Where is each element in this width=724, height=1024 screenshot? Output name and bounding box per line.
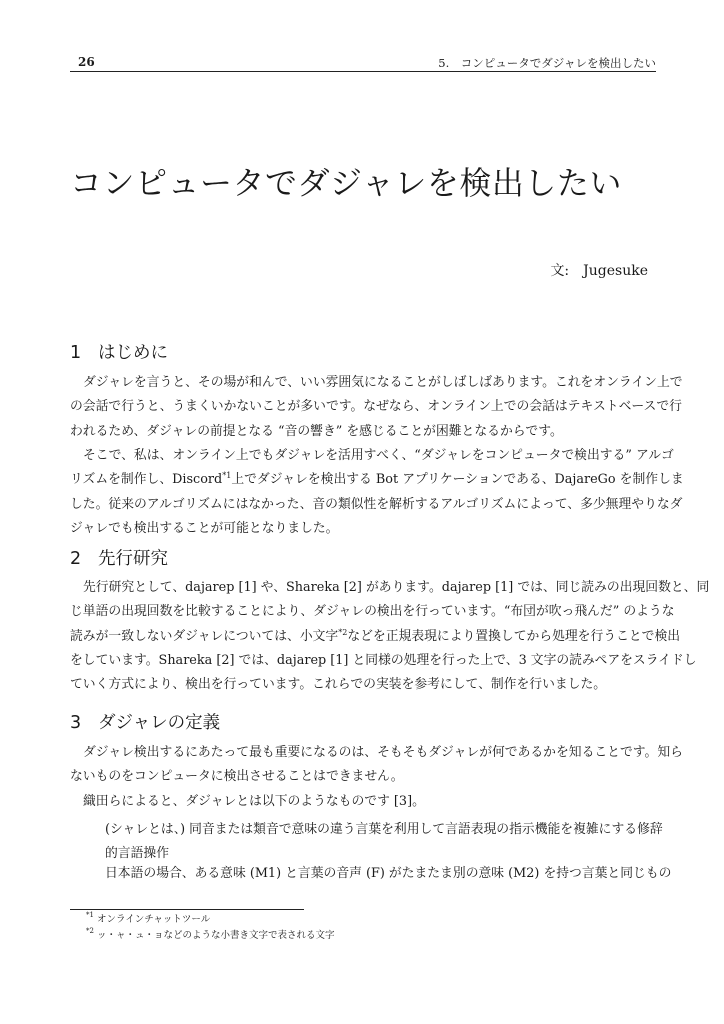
text-line xyxy=(70,371,683,395)
footnote xyxy=(86,911,210,925)
footnote-text: ッ・ャ・ュ・ョなどのような小書き文字で表される文字 xyxy=(97,930,335,941)
text-line xyxy=(70,444,674,468)
text-run: そこで、私は、オンライン上でもダジャレを活用すべく、“ダジャレをコンピュータで検出する” アルゴ xyxy=(83,448,674,463)
text-line xyxy=(70,420,656,444)
text-run: ていく方式により、検出を行っています。これらでの実装を参考にして、制作を行いました。 xyxy=(70,677,607,693)
paragraph xyxy=(70,444,684,541)
text-run: (シャレとは、) 同音または類音で意味の違う言葉を利用して言語表現の指示機能を複雑にする修辞 xyxy=(105,822,663,837)
text-run: 的言語操作 xyxy=(105,846,169,862)
paragraph xyxy=(70,576,710,697)
quote-paragraph xyxy=(105,818,663,867)
text-run: リズムを制作し、Discord xyxy=(70,472,223,488)
paragraph xyxy=(70,371,683,444)
text-run: 上でダジャレを検出する Bot アプリケーションである、DajareGo を制作しま xyxy=(231,472,684,488)
page-number: 26 xyxy=(78,55,95,69)
text-run: の会話で行うと、うまくいかないことが多いです。なぜなら、オンライン上での会話はテキストベースで行 xyxy=(70,399,682,415)
text-run: 先行研究として、dajarep [1] や、Shareka [2] があります。dajarep [1] では、同じ読みの出現回数と、同 xyxy=(83,580,710,595)
text-run: 読みが一致しないダジャレについては、小文字 xyxy=(70,628,339,644)
section-heading xyxy=(70,339,168,364)
section-title: 先行研究 xyxy=(98,549,168,569)
footnote-mark: *1 xyxy=(86,911,94,919)
footnote-text: オンラインチャットツール xyxy=(97,914,211,925)
text-run: ないものをコンピュータに検出させることはできません。 xyxy=(70,769,404,785)
text-line xyxy=(105,862,672,886)
text-run: した。従来のアルゴリズムにはなかった、音の類似性を解析するアルゴリズムによって、多少無理やりなダ xyxy=(70,496,683,512)
section-number: 2 xyxy=(70,549,82,569)
section-number: 3 xyxy=(70,713,82,733)
text-run: をしています。Shareka [2] では、dajarep [1] と同様の処理を行った上で、3 文字の読みペアをスライドし xyxy=(70,652,697,668)
section-heading xyxy=(70,545,168,570)
text-line xyxy=(70,493,683,517)
text-line xyxy=(70,517,656,541)
footnote-ref: *1 xyxy=(222,471,232,481)
paragraph xyxy=(70,790,656,814)
section-heading xyxy=(70,709,220,734)
text-run: などを正規表現により置換してから処理を行うことで検出 xyxy=(347,628,681,644)
footnote-mark: *2 xyxy=(86,927,94,935)
footnote-ref: *2 xyxy=(338,627,348,637)
text-line xyxy=(70,673,656,697)
text-line xyxy=(70,790,656,814)
footnote xyxy=(86,927,335,941)
author: 文: Jugesuke xyxy=(550,263,648,279)
text-run: ダジャレを言うと、その場が和んで、いい雰囲気になることがしばしばあります。これをオンライン上で xyxy=(83,375,683,390)
text-line xyxy=(70,576,710,600)
text-line xyxy=(105,818,663,842)
article-title: コンピュータでダジャレを検出したい xyxy=(70,164,622,202)
text-line xyxy=(70,741,683,765)
text-line xyxy=(70,649,697,673)
paragraph xyxy=(70,741,683,790)
text-run: じ単語の出現回数を比較することにより、ダジャレの検出を行っています。“布団が吹っ飛んだ” のような xyxy=(70,604,675,620)
section-number: 1 xyxy=(70,343,82,363)
text-run: われるため、ダジャレの前提となる “音の響き” を感じることが困難となるからです。 xyxy=(70,423,563,439)
running-header xyxy=(70,55,656,72)
text-run: 日本語の場合、ある意味 (M1) と言葉の音声 (F) がたまたま別の意味 (M2) を持つ言葉と同じもの xyxy=(105,866,672,881)
text-line xyxy=(70,395,682,419)
chapter-title: 5. コンピュータでダジャレを検出したい xyxy=(438,56,656,70)
section-title: ダジャレの定義 xyxy=(98,713,221,733)
text-line xyxy=(70,625,681,649)
footnote-rule xyxy=(70,909,304,910)
quote-paragraph xyxy=(105,862,672,886)
text-run: 織田らによると、ダジャレとは以下のようなものです [3]。 xyxy=(83,794,425,809)
text-run: ダジャレ検出するにあたって最も重要になるのは、そもそもダジャレが何であるかを知ることです。知ら xyxy=(83,745,683,760)
section-title: はじめに xyxy=(98,343,168,363)
text-line xyxy=(70,468,684,492)
text-run: ジャレでも検出することが可能となりました。 xyxy=(70,520,339,536)
text-line xyxy=(70,765,656,789)
text-line xyxy=(70,600,675,624)
